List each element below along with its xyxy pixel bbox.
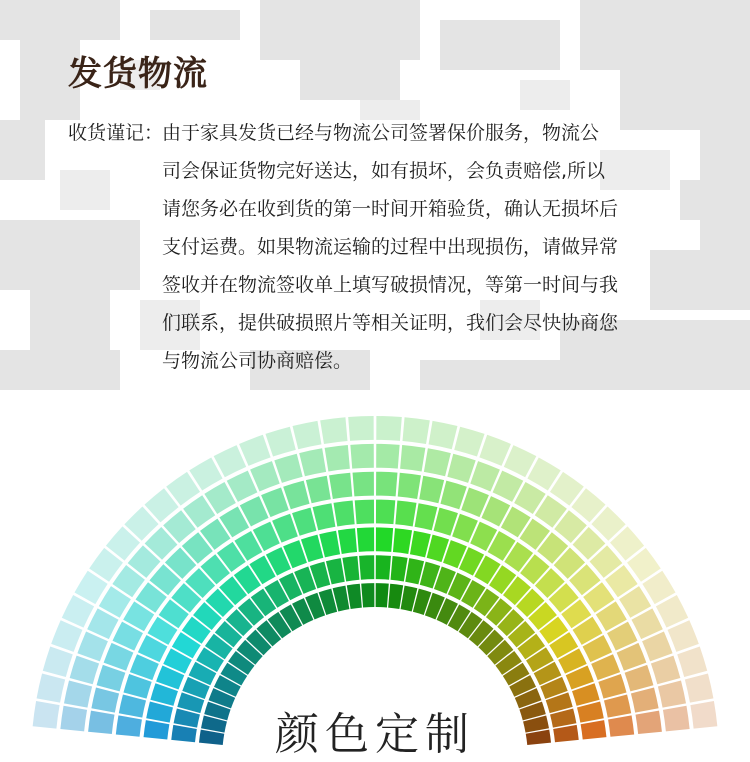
color-swatch [677,646,707,677]
color-swatch [668,620,699,652]
color-swatch [395,501,416,527]
color-custom-caption: 颜色定制 [275,709,475,760]
color-swatch [391,556,408,581]
notice-line [68,118,708,156]
color-swatch [398,473,421,499]
color-swatch [306,476,331,504]
color-swatch [274,454,302,483]
color-swatch [347,584,362,609]
color-swatch [338,528,357,554]
page-title: 发货物流 [68,54,208,94]
color-swatch [359,555,374,579]
notice-line: 司会保证货物完好送达，如有损坏，会负责赔偿,所以 [162,160,606,182]
color-swatch [348,416,374,441]
notice-line: 与物流公司协商赔偿。 [162,350,353,372]
color-swatch [265,427,295,457]
color-swatch-wheel [0,390,750,750]
color-swatch [293,421,322,449]
color-swatch [43,646,73,677]
color-swatch [320,417,347,444]
color-swatch [325,445,350,471]
color-swatch [376,472,397,497]
color-swatch [350,444,373,469]
color-swatch [415,503,438,530]
color-swatch [376,444,399,469]
color-swatch [313,503,336,530]
color-swatch [454,427,484,457]
color-swatch [429,421,458,449]
color-swatch [361,583,374,607]
color-swatch [342,556,359,581]
color-swatch [419,476,444,504]
color-swatch [51,620,82,652]
notice-line: 们联系，提供破损照片等相关证明，我们会尽快协商您 [162,312,619,334]
color-swatch [299,448,326,476]
color-swatch [410,531,431,558]
color-swatch [479,435,511,466]
color-swatch [651,656,680,685]
color-swatch [353,472,374,497]
notice-line: 请您务必在收到货的第一时间开箱验货，确认无损坏后 [162,198,619,220]
color-swatch [376,416,402,441]
color-swatch [388,584,403,609]
color-swatch [376,583,389,607]
color-swatch [357,527,374,551]
shipping-notice [68,118,708,384]
notice-line-text: 由于家具发货已经与物流公司签署保价服务，物流公 [162,122,600,144]
color-swatch [403,417,430,444]
color-swatch [319,531,340,558]
color-swatch [400,445,425,471]
color-swatch [440,481,466,510]
notice-line: 签收并在物流签收单上填写破损情况，等第一时间与我 [162,274,619,296]
color-swatch [329,473,352,499]
color-swatch [333,501,354,527]
color-swatch [424,448,451,476]
notice-label: 收货谨记： [68,122,164,144]
color-swatch [447,454,475,483]
color-swatch [283,481,309,510]
notice-line: 支付运费。如果物流运输的过程中出现损伤，请做异常 [162,236,619,258]
color-swatch [376,500,395,525]
color-swatch [355,500,374,525]
color-swatch [239,435,271,466]
color-swatch [376,527,393,551]
color-swatch [70,656,99,685]
color-swatch [393,528,412,554]
color-swatch [376,555,391,579]
